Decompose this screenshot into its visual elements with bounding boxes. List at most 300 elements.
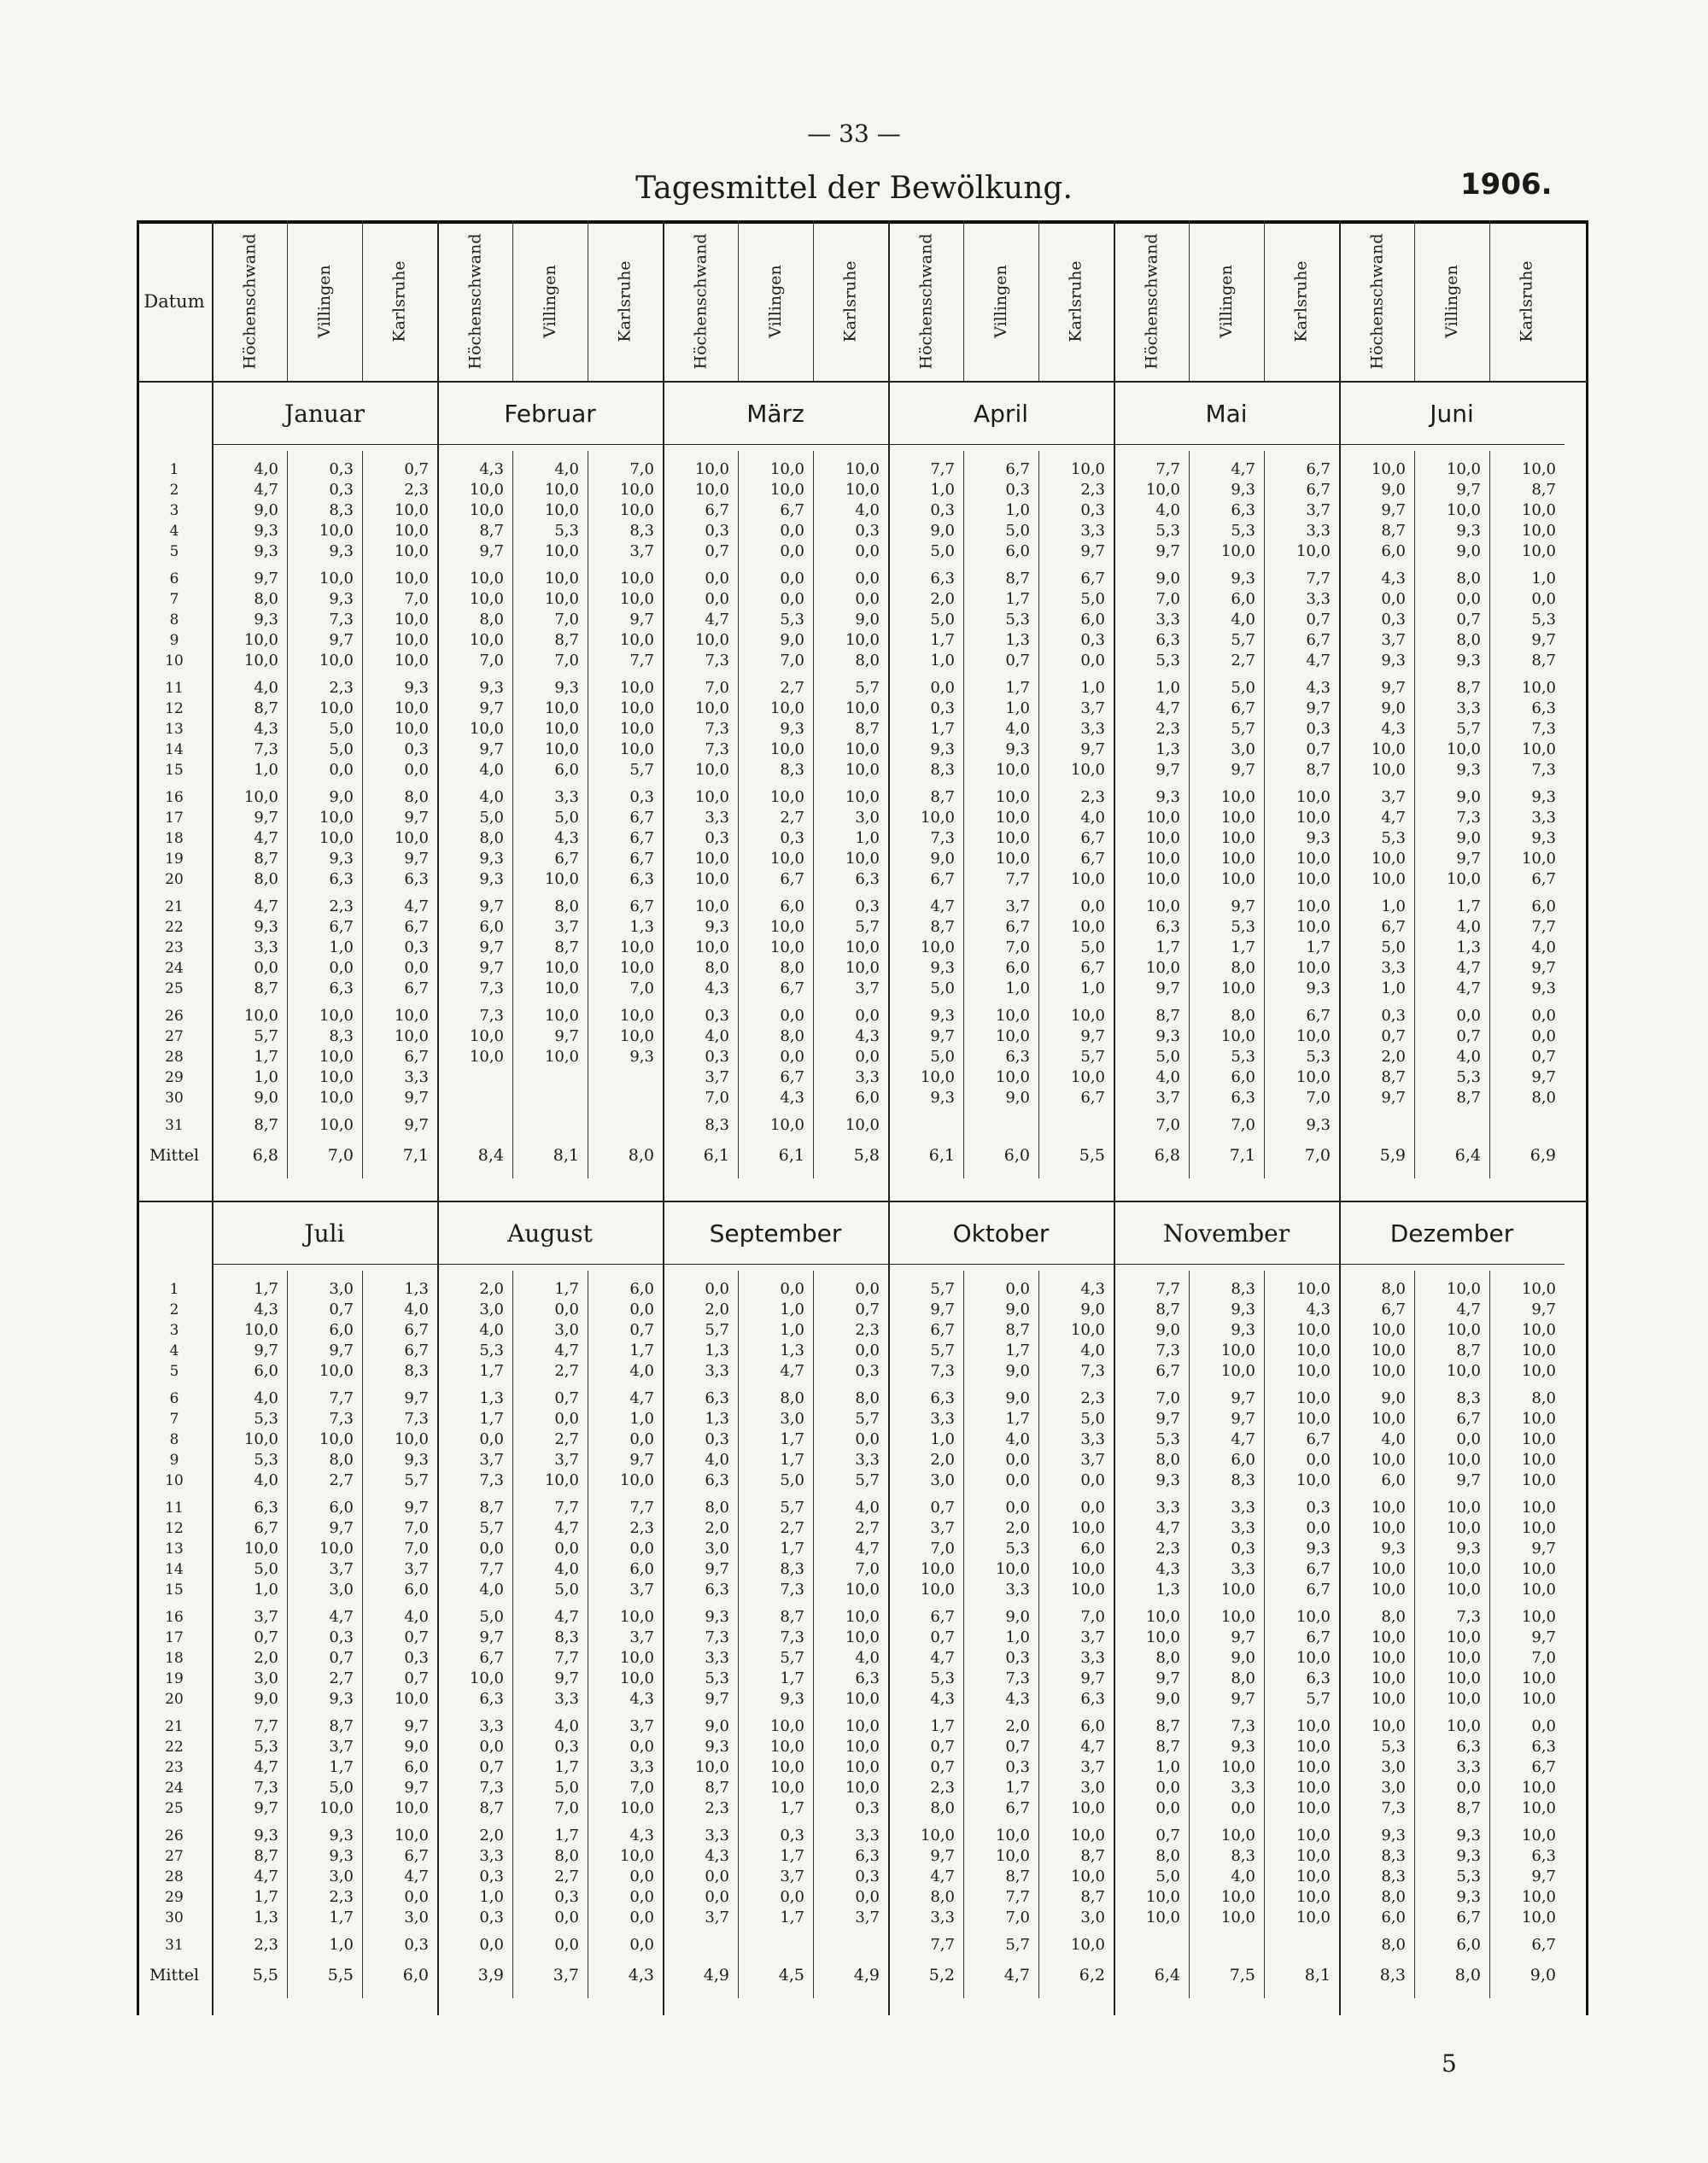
mittel-value: 6,2 bbox=[1079, 1966, 1105, 1985]
value-cell: 1,0 bbox=[254, 1068, 278, 1086]
day-label: 14 bbox=[165, 1561, 184, 1578]
mittel-value: 7,1 bbox=[402, 1146, 429, 1165]
value-cell: 1,7 bbox=[1005, 590, 1030, 608]
day-label: 25 bbox=[165, 980, 184, 997]
value-cell: 4,0 bbox=[404, 1301, 429, 1318]
value-cell: 6,3 bbox=[1005, 1048, 1030, 1066]
value-cell bbox=[437, 1115, 512, 1136]
value-cell: 6,7 bbox=[1306, 1007, 1331, 1025]
value-cell: 6,3 bbox=[1531, 1738, 1556, 1756]
value-cell: 4,3 bbox=[1306, 679, 1331, 697]
value-cell: 7,3 bbox=[479, 1471, 504, 1489]
value-cell: 9,7 bbox=[629, 611, 654, 628]
mittel-value: 7,1 bbox=[1229, 1146, 1255, 1165]
value-cell: 9,7 bbox=[705, 1560, 729, 1578]
value-cell: 9,0 bbox=[1080, 1301, 1105, 1318]
value-cell: 3,0 bbox=[329, 1868, 354, 1885]
value-cell: 1,3 bbox=[705, 1342, 729, 1359]
value-cell: 7,7 bbox=[1531, 918, 1556, 936]
value-cell: 9,7 bbox=[1456, 1471, 1481, 1489]
value-cell: 5,3 bbox=[1155, 652, 1180, 669]
value-cell: 0,0 bbox=[1005, 1471, 1030, 1489]
value-cell: 3,7 bbox=[554, 918, 579, 936]
value-cell: 10,0 bbox=[1446, 1690, 1481, 1708]
value-cell: 9,7 bbox=[254, 570, 278, 588]
value-cell: 6,3 bbox=[1155, 631, 1180, 649]
value-cell: 6,7 bbox=[404, 1321, 429, 1339]
value-cell: 3,3 bbox=[930, 1909, 955, 1926]
day-label: 2 bbox=[169, 1301, 179, 1318]
value-cell: 10,0 bbox=[1521, 1451, 1556, 1469]
value-cell: 6,7 bbox=[1306, 1430, 1331, 1448]
station-name: Höchenschwand bbox=[691, 233, 710, 370]
value-cell: 6,3 bbox=[1231, 1089, 1255, 1107]
value-cell: 1,0 bbox=[1005, 501, 1030, 519]
value-cell: 3,7 bbox=[1080, 1758, 1105, 1776]
value-cell: 6,7 bbox=[1231, 699, 1255, 717]
value-cell: 10,0 bbox=[1220, 850, 1255, 868]
value-cell: 6,0 bbox=[1381, 542, 1406, 560]
day-label: 28 bbox=[165, 1049, 184, 1066]
value-cell: 2,3 bbox=[1155, 720, 1180, 738]
station-column-villingen bbox=[287, 1279, 362, 1955]
value-cell: 10,0 bbox=[1296, 1779, 1331, 1797]
value-cell: 5,0 bbox=[554, 1779, 579, 1797]
value-cell: 10,0 bbox=[845, 481, 880, 499]
value-cell: 1,7 bbox=[930, 1717, 955, 1735]
value-cell: 9,3 bbox=[1155, 1471, 1180, 1489]
value-cell: 10,0 bbox=[544, 481, 579, 499]
value-cell: 5,0 bbox=[1155, 1048, 1180, 1066]
value-cell: 0,0 bbox=[1155, 1779, 1180, 1797]
value-cell: 0,0 bbox=[855, 1888, 880, 1906]
value-cell: 6,3 bbox=[1456, 1738, 1481, 1756]
value-cell: 6,3 bbox=[930, 570, 955, 588]
value-cell: 4,0 bbox=[554, 1717, 579, 1735]
value-cell: 9,0 bbox=[780, 631, 804, 649]
value-cell: 4,7 bbox=[254, 897, 278, 915]
value-cell: 8,3 bbox=[1381, 1847, 1406, 1865]
value-cell: 10,0 bbox=[694, 870, 729, 888]
station-column-villingen bbox=[1189, 1279, 1264, 1955]
day-label: 21 bbox=[165, 1718, 184, 1735]
station-name: Karlsruhe bbox=[1292, 260, 1312, 342]
value-cell: 9,7 bbox=[1155, 1410, 1180, 1428]
value-cell: 10,0 bbox=[1521, 1560, 1556, 1578]
value-cell: 10,0 bbox=[394, 1430, 429, 1448]
value-cell: 0,0 bbox=[329, 761, 354, 779]
value-cell: 10,0 bbox=[1446, 1628, 1481, 1646]
value-cell: 9,0 bbox=[1155, 570, 1180, 588]
value-cell: 0,0 bbox=[1531, 1717, 1556, 1735]
value-cell: 3,0 bbox=[1080, 1909, 1105, 1926]
value-cell: 9,3 bbox=[404, 1451, 429, 1469]
value-cell: 0,0 bbox=[1456, 1779, 1481, 1797]
value-cell: 10,0 bbox=[319, 652, 354, 669]
value-cell: 9,7 bbox=[1381, 1089, 1406, 1107]
value-cell: 1,7 bbox=[254, 1048, 278, 1066]
value-cell: 10,0 bbox=[845, 1608, 880, 1626]
value-cell: 4,7 bbox=[1456, 959, 1481, 977]
value-cell: 7,7 bbox=[1005, 1888, 1030, 1906]
value-cell: 9,7 bbox=[1231, 1410, 1255, 1428]
value-cell: 10,0 bbox=[1446, 1649, 1481, 1667]
value-cell: 6,7 bbox=[1005, 918, 1030, 936]
value-cell: 5,7 bbox=[855, 1471, 880, 1489]
value-cell: 0,3 bbox=[705, 522, 729, 540]
value-cell: 1,3 bbox=[404, 1280, 429, 1298]
value-cell: 5,0 bbox=[930, 1048, 955, 1066]
value-cell bbox=[1264, 1935, 1339, 1955]
value-cell: 10,0 bbox=[319, 1362, 354, 1380]
value-cell: 10,0 bbox=[845, 850, 880, 868]
value-cell: 3,7 bbox=[629, 1581, 654, 1599]
value-cell: 8,7 bbox=[1155, 1717, 1180, 1735]
value-cell: 10,0 bbox=[1521, 1280, 1556, 1298]
value-cell: 9,7 bbox=[1155, 979, 1180, 997]
value-cell: 7,3 bbox=[1381, 1799, 1406, 1817]
value-cell: 10,0 bbox=[995, 761, 1030, 779]
value-cell: 7,3 bbox=[479, 979, 504, 997]
value-cell: 1,7 bbox=[1005, 1342, 1030, 1359]
value-cell: 9,7 bbox=[1231, 897, 1255, 915]
value-cell: 7,3 bbox=[254, 1779, 278, 1797]
value-cell: 10,0 bbox=[619, 740, 654, 758]
value-cell: 10,0 bbox=[469, 1669, 504, 1687]
mittel-value: 3,9 bbox=[477, 1966, 504, 1985]
value-cell: 4,0 bbox=[554, 460, 579, 478]
value-cell: 10,0 bbox=[845, 938, 880, 956]
value-cell: 5,3 bbox=[1005, 1540, 1030, 1558]
value-cell: 7,3 bbox=[705, 1628, 729, 1646]
value-cell: 10,0 bbox=[243, 652, 278, 669]
day-label: 21 bbox=[165, 898, 184, 915]
value-cell: 9,3 bbox=[1456, 522, 1481, 540]
value-cell: 3,3 bbox=[705, 1827, 729, 1844]
value-cell: 10,0 bbox=[1371, 1717, 1406, 1735]
value-cell: 10,0 bbox=[1220, 1827, 1255, 1844]
value-cell: 4,7 bbox=[1231, 460, 1255, 478]
value-cell: 5,3 bbox=[930, 1669, 955, 1687]
value-cell: 10,0 bbox=[1220, 1581, 1255, 1599]
value-cell: 1,0 bbox=[1531, 570, 1556, 588]
month-label: Dezember bbox=[1389, 1219, 1514, 1248]
value-cell: 0,7 bbox=[554, 1389, 579, 1407]
value-cell: 3,0 bbox=[780, 1410, 804, 1428]
value-cell: 1,3 bbox=[479, 1389, 504, 1407]
value-cell: 10,0 bbox=[1521, 1362, 1556, 1380]
value-cell: 2,7 bbox=[329, 1471, 354, 1489]
value-cell: 10,0 bbox=[394, 1027, 429, 1045]
station-header-karlsruhe bbox=[588, 220, 663, 383]
value-cell: 10,0 bbox=[619, 631, 654, 649]
value-cell: 5,7 bbox=[629, 761, 654, 779]
value-cell: 0,0 bbox=[780, 1007, 804, 1025]
station-name: Villingen bbox=[540, 265, 559, 338]
value-cell: 7,0 bbox=[629, 1779, 654, 1797]
station-header-hoechenschwand bbox=[663, 220, 738, 383]
value-cell: 0,3 bbox=[554, 1888, 579, 1906]
value-cell: 5,0 bbox=[1080, 590, 1105, 608]
month-label: März bbox=[746, 400, 804, 428]
value-cell: 7,0 bbox=[554, 652, 579, 669]
mittel-value: 5,8 bbox=[853, 1146, 880, 1165]
value-cell: 10,0 bbox=[1145, 809, 1180, 827]
value-cell: 0,7 bbox=[1381, 1027, 1406, 1045]
value-cell: 8,0 bbox=[1155, 1649, 1180, 1667]
station-header-karlsruhe bbox=[362, 220, 437, 383]
day-label: 27 bbox=[165, 1848, 184, 1865]
value-cell: 9,3 bbox=[1005, 740, 1030, 758]
value-cell: 5,7 bbox=[855, 679, 880, 697]
day-label: 24 bbox=[165, 960, 184, 977]
value-cell: 4,0 bbox=[479, 1581, 504, 1599]
value-cell: 10,0 bbox=[1521, 1779, 1556, 1797]
day-label: 15 bbox=[165, 762, 184, 779]
value-cell: 0,0 bbox=[1306, 1451, 1331, 1469]
day-label: 11 bbox=[165, 680, 184, 697]
value-cell: 0,0 bbox=[629, 1936, 654, 1954]
value-cell: 10,0 bbox=[995, 829, 1030, 847]
value-cell: 6,3 bbox=[1231, 501, 1255, 519]
value-cell: 0,0 bbox=[855, 1430, 880, 1448]
value-cell: 9,7 bbox=[404, 1089, 429, 1107]
value-cell: 0,7 bbox=[930, 1628, 955, 1646]
value-cell: 1,3 bbox=[705, 1410, 729, 1428]
value-cell: 10,0 bbox=[694, 788, 729, 806]
value-cell: 6,7 bbox=[629, 850, 654, 868]
value-cell: 10,0 bbox=[1446, 1560, 1481, 1578]
value-cell: 9,3 bbox=[254, 542, 278, 560]
station-column-hoechenschwand bbox=[212, 1279, 287, 1955]
value-cell bbox=[588, 1088, 663, 1108]
value-cell: 4,7 bbox=[1381, 809, 1406, 827]
station-column-hoechenschwand bbox=[663, 1279, 738, 1955]
day-label: 15 bbox=[165, 1581, 184, 1599]
value-cell: 4,0 bbox=[1080, 1342, 1105, 1359]
value-cell bbox=[1114, 1935, 1189, 1955]
value-cell: 5,3 bbox=[254, 1451, 278, 1469]
value-cell: 0,7 bbox=[930, 1499, 955, 1517]
value-cell: 10,0 bbox=[694, 1758, 729, 1776]
value-cell: 7,3 bbox=[479, 1779, 504, 1797]
value-cell: 6,7 bbox=[1080, 1089, 1105, 1107]
value-cell: 3,3 bbox=[1231, 1519, 1255, 1537]
station-column-hoechenschwand bbox=[1114, 1279, 1189, 1955]
value-cell: 9,7 bbox=[479, 740, 504, 758]
value-cell: 1,7 bbox=[780, 1847, 804, 1865]
value-cell: 7,3 bbox=[404, 1410, 429, 1428]
value-cell: 10,0 bbox=[619, 959, 654, 977]
value-cell: 6,3 bbox=[254, 1499, 278, 1517]
value-cell: 0,7 bbox=[1005, 652, 1030, 669]
value-cell: 0,0 bbox=[855, 1280, 880, 1298]
day-label: 30 bbox=[165, 1909, 184, 1926]
mittel-value: 8,1 bbox=[553, 1146, 579, 1165]
value-cell: 0,3 bbox=[930, 699, 955, 717]
value-cell: 7,7 bbox=[1155, 1280, 1180, 1298]
day-label: 4 bbox=[169, 1342, 179, 1359]
value-cell: 10,0 bbox=[1070, 1068, 1105, 1086]
value-cell: 0,3 bbox=[705, 1048, 729, 1066]
value-cell: 6,3 bbox=[1306, 1669, 1331, 1687]
value-cell: 0,0 bbox=[1005, 1451, 1030, 1469]
value-cell: 6,7 bbox=[629, 809, 654, 827]
value-cell: 10,0 bbox=[1220, 870, 1255, 888]
value-cell: 6,3 bbox=[629, 870, 654, 888]
value-cell: 8,7 bbox=[1155, 1301, 1180, 1318]
value-cell: 10,0 bbox=[1145, 870, 1180, 888]
value-cell: 4,7 bbox=[629, 1389, 654, 1407]
station-column-villingen bbox=[512, 1279, 588, 1955]
value-cell: 1,7 bbox=[554, 1827, 579, 1844]
value-cell: 10,0 bbox=[845, 761, 880, 779]
value-cell: 6,0 bbox=[254, 1362, 278, 1380]
value-cell: 8,0 bbox=[554, 897, 579, 915]
station-column-villingen bbox=[738, 1279, 813, 1955]
value-cell: 10,0 bbox=[1145, 481, 1180, 499]
station-header-hoechenschwand bbox=[212, 220, 287, 383]
value-cell: 10,0 bbox=[845, 959, 880, 977]
value-cell: 0,0 bbox=[780, 542, 804, 560]
value-cell bbox=[963, 1115, 1038, 1136]
value-cell: 5,3 bbox=[1531, 611, 1556, 628]
value-cell: 10,0 bbox=[619, 1649, 654, 1667]
value-cell: 10,0 bbox=[544, 1471, 579, 1489]
value-cell: 10,0 bbox=[1296, 1888, 1331, 1906]
day-label: 18 bbox=[165, 1650, 184, 1667]
value-cell: 9,0 bbox=[930, 522, 955, 540]
day-label: 31 bbox=[165, 1117, 184, 1134]
value-cell: 3,3 bbox=[1306, 522, 1331, 540]
value-cell: 1,0 bbox=[1381, 897, 1406, 915]
value-cell: 0,7 bbox=[1155, 1827, 1180, 1844]
value-cell: 10,0 bbox=[619, 570, 654, 588]
value-cell: 9,0 bbox=[1005, 1089, 1030, 1107]
value-cell: 9,3 bbox=[329, 542, 354, 560]
value-cell: 7,3 bbox=[1456, 809, 1481, 827]
value-cell: 0,3 bbox=[629, 788, 654, 806]
value-cell: 1,0 bbox=[254, 1581, 278, 1599]
value-cell: 3,3 bbox=[554, 1690, 579, 1708]
value-cell: 9,7 bbox=[1231, 1389, 1255, 1407]
day-label: 29 bbox=[165, 1889, 184, 1906]
value-cell: 10,0 bbox=[769, 460, 804, 478]
value-cell: 7,3 bbox=[780, 1628, 804, 1646]
station-column-karlsruhe bbox=[362, 459, 437, 1136]
value-cell: 6,7 bbox=[1456, 1909, 1481, 1926]
value-cell: 10,0 bbox=[319, 1799, 354, 1817]
value-cell: 1,7 bbox=[329, 1758, 354, 1776]
value-cell: 1,7 bbox=[930, 631, 955, 649]
value-cell: 4,7 bbox=[404, 1868, 429, 1885]
value-cell: 3,7 bbox=[629, 1717, 654, 1735]
value-cell: 10,0 bbox=[243, 1007, 278, 1025]
mittel-value: 6,1 bbox=[928, 1146, 955, 1165]
value-cell: 3,7 bbox=[1080, 1628, 1105, 1646]
value-cell: 7,3 bbox=[1531, 761, 1556, 779]
value-cell: 1,0 bbox=[1381, 979, 1406, 997]
value-cell: 8,7 bbox=[329, 1717, 354, 1735]
value-cell: 3,7 bbox=[705, 1909, 729, 1926]
value-cell: 7,7 bbox=[329, 1389, 354, 1407]
value-cell: 8,0 bbox=[554, 1847, 579, 1865]
value-cell: 3,3 bbox=[1005, 1581, 1030, 1599]
value-cell: 8,0 bbox=[1231, 1007, 1255, 1025]
value-cell: 7,0 bbox=[629, 460, 654, 478]
value-cell: 9,0 bbox=[1155, 1321, 1180, 1339]
station-name: Höchenschwand bbox=[916, 233, 935, 370]
value-cell: 3,3 bbox=[629, 1758, 654, 1776]
value-cell: 3,3 bbox=[404, 1068, 429, 1086]
page-number: — 33 — bbox=[807, 120, 901, 148]
value-cell: 10,0 bbox=[619, 1847, 654, 1865]
value-cell: 9,3 bbox=[1456, 1540, 1481, 1558]
value-cell: 3,3 bbox=[1231, 1779, 1255, 1797]
value-cell: 9,7 bbox=[479, 897, 504, 915]
value-cell: 9,3 bbox=[1231, 1301, 1255, 1318]
value-cell: 2,7 bbox=[554, 1362, 579, 1380]
value-cell: 8,0 bbox=[1456, 631, 1481, 649]
day-label: 9 bbox=[169, 632, 179, 649]
value-cell: 10,0 bbox=[1145, 850, 1180, 868]
value-cell: 10,0 bbox=[995, 1560, 1030, 1578]
month-label: August bbox=[507, 1219, 593, 1248]
value-cell: 0,0 bbox=[554, 1301, 579, 1318]
value-cell: 7,7 bbox=[930, 1936, 955, 1954]
mittel-value: 6,1 bbox=[703, 1146, 729, 1165]
value-cell: 1,7 bbox=[254, 1280, 278, 1298]
value-cell: 10,0 bbox=[1296, 1608, 1331, 1626]
day-label: 17 bbox=[165, 1629, 184, 1646]
value-cell: 6,3 bbox=[1080, 1690, 1105, 1708]
value-cell: 3,7 bbox=[930, 1519, 955, 1537]
day-label: 8 bbox=[169, 611, 179, 628]
value-cell: 10,0 bbox=[319, 699, 354, 717]
station-column-karlsruhe bbox=[1264, 459, 1339, 1136]
value-cell: 10,0 bbox=[1521, 1799, 1556, 1817]
value-cell: 1,7 bbox=[1005, 679, 1030, 697]
value-cell: 10,0 bbox=[920, 1560, 955, 1578]
mittel-value: 5,5 bbox=[1079, 1146, 1105, 1165]
value-cell: 0,0 bbox=[1005, 1499, 1030, 1517]
value-cell: 6,0 bbox=[1005, 959, 1030, 977]
value-cell: 8,7 bbox=[254, 1116, 278, 1134]
value-cell: 0,0 bbox=[1155, 1799, 1180, 1817]
value-cell: 9,3 bbox=[705, 1738, 729, 1756]
value-cell: 7,0 bbox=[1155, 590, 1180, 608]
value-cell: 9,3 bbox=[1231, 1321, 1255, 1339]
value-cell: 6,7 bbox=[479, 1649, 504, 1667]
value-cell: 8,7 bbox=[1080, 1888, 1105, 1906]
value-cell: 10,0 bbox=[319, 1116, 354, 1134]
value-cell: 8,7 bbox=[1531, 652, 1556, 669]
value-cell: 9,0 bbox=[1456, 788, 1481, 806]
value-cell: 9,3 bbox=[329, 1847, 354, 1865]
value-cell: 10,0 bbox=[319, 1089, 354, 1107]
value-cell: 0,3 bbox=[1005, 481, 1030, 499]
value-cell: 8,7 bbox=[930, 918, 955, 936]
value-cell: 10,0 bbox=[769, 740, 804, 758]
value-cell: 9,3 bbox=[1306, 1116, 1331, 1134]
mittel-value: 7,0 bbox=[327, 1146, 354, 1165]
value-cell: 9,7 bbox=[930, 1027, 955, 1045]
value-cell: 10,0 bbox=[243, 788, 278, 806]
value-cell: 0,3 bbox=[705, 1007, 729, 1025]
value-cell: 6,7 bbox=[705, 501, 729, 519]
value-cell: 10,0 bbox=[845, 1116, 880, 1134]
value-cell: 6,0 bbox=[404, 1758, 429, 1776]
